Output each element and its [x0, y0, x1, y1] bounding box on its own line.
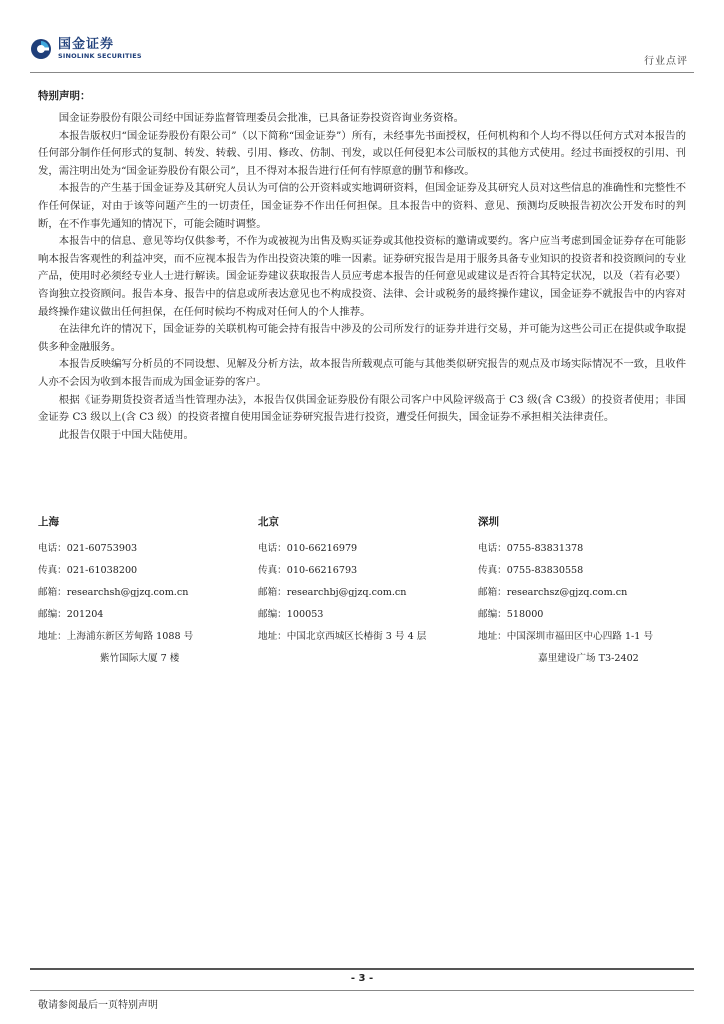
disclaimer-paragraph: 在法律允许的情况下，国金证券的关联机构可能会持有报告中涉及的公司所发行的证券并进行交易，并可能为这些公司正在提供或争取提供多种金融服务。 [38, 323, 686, 353]
disclaimer-paragraph: 根据《证券期货投资者适当性管理办法》，本报告仅供国金证券股份有限公司客户中风险评级高于 C3 级(含 C3级）的投资者使用；非国金证券 C3 级以上(含 C3 级）的投资者擅自使用国金证券研究报告进行投资，遭受任何损失，国金证券不承担相关法律责任。 [38, 393, 686, 424]
footer-divider [30, 968, 694, 970]
office-beijing [258, 514, 478, 648]
office-address: 地址：中国深圳市福田区中心四路 1-1 号 [478, 631, 654, 642]
disclaimer-paragraph: 此报告仅限于中国大陆使用。 [58, 428, 194, 441]
office-address-line2: 嘉里建设广场 T3-2402 [538, 653, 639, 664]
office-postcode: 邮编：201204 [38, 609, 104, 620]
disclaimer-paragraph: 国金证券股份有限公司经中国证券监督管理委员会批准，已具备证券投资咨询业务资格。 [58, 112, 465, 124]
office-address: 地址：上海浦东新区芳甸路 1088 号 [38, 631, 194, 642]
office-fax: 传真：021-61038200 [38, 565, 138, 576]
office-phone: 电话：0755-83831378 [478, 543, 584, 554]
office-phone: 电话：010-66216979 [258, 543, 358, 554]
disclaimer-paragraph: 本报告中的信息、意见等均仅供参考，不作为或被视为出售及购买证券或其他投资标的邀请或要约。客户应当考虑到国金证券存在可能影响本报告客观性的利益冲突，而不应视本报告为作出投资决策的唯一因素。证券研究报告是用于服务具备专业知识的投资者和投资顾问的专业产品，使用时必须经专业人士进行解读。国金证券建议获取报告人员应考虑本报告的任何意见或建议是否符合其特定状况，以及（若有必要）咨询独立投资顾问。报告本身、报告中的信息或所表达意见也不构成投资、法律、会计或税务的最终操作建议，国金证券不就报告中的内容对最终操作建议做出任何担保，在任何时候均不构成对任何人的个人推荐。 [38, 235, 686, 318]
disclaimer-title: 特别声明： [38, 90, 91, 102]
office-shenzhen [478, 514, 698, 670]
office-city: 上海 [38, 516, 59, 528]
disclaimer-body [38, 110, 686, 444]
disclaimer-paragraph: 本报告的产生基于国金证券及其研究人员认为可信的公开资料或实地调研资料，但国金证券及其研究人员对这些信息的准确性和完整性不作任何保证，对由于该等问题产生的一切责任，国金证券不作出任何担保。且本报告中的资料、意见、预测均反映报告初次公开发布时的判断，在不作事先通知的情况下，可能会随时调整。 [38, 182, 686, 230]
office-email: 邮箱：researchsh@gjzq.com.cn [38, 587, 189, 598]
office-postcode: 邮编：100053 [258, 609, 324, 620]
office-postcode: 邮编：518000 [478, 609, 544, 620]
disclaimer-paragraph: 本报告版权归“国金证券股份有限公司”（以下简称“国金证券”）所有，未经事先书面授权，任何机构和个人均不得以任何方式对本报告的任何部分制作任何形式的复制、转发、转载、引用、修改、仿制、刊发，或以任何侵犯本公司版权的其他方式使用。经过书面授权的引用、刊发，需注明出处为“国金证券股份有限公司”，且不得对本报告进行任何有悖原意的删节和修改。 [38, 129, 686, 177]
company-logo [30, 38, 142, 60]
office-phone: 电话：021-60753903 [38, 543, 138, 554]
office-fax: 传真：0755-83830558 [478, 565, 584, 576]
office-city: 北京 [258, 516, 279, 528]
office-fax: 传真：010-66216793 [258, 565, 358, 576]
office-shanghai [38, 514, 248, 670]
office-email: 邮箱：researchbj@gjzq.com.cn [258, 587, 407, 598]
document-type-label: 行业点评 [644, 56, 688, 67]
logo-icon [30, 38, 52, 60]
footer-note: 敬请参阅最后一页特别声明 [38, 1000, 158, 1011]
logo-english-name: SINOLINK SECURITIES [58, 52, 142, 60]
page-number: - 3 - [350, 973, 374, 984]
office-address: 地址：中国北京西城区长椿街 3 号 4 层 [258, 631, 427, 642]
office-email: 邮箱：researchsz@gjzq.com.cn [478, 587, 628, 598]
logo-chinese-name: 国金证券 [58, 37, 115, 52]
header-divider [30, 72, 694, 73]
office-address-line2: 紫竹国际大厦 7 楼 [100, 653, 180, 664]
office-city: 深圳 [478, 516, 499, 528]
disclaimer-paragraph: 本报告反映编写分析员的不同设想、见解及分析方法，故本报告所载观点可能与其他类似研究报告的观点及市场实际情况不一致，且收件人亦不会因为收到本报告而成为国金证券的客户。 [38, 358, 686, 388]
footer-divider-thin [30, 990, 694, 991]
